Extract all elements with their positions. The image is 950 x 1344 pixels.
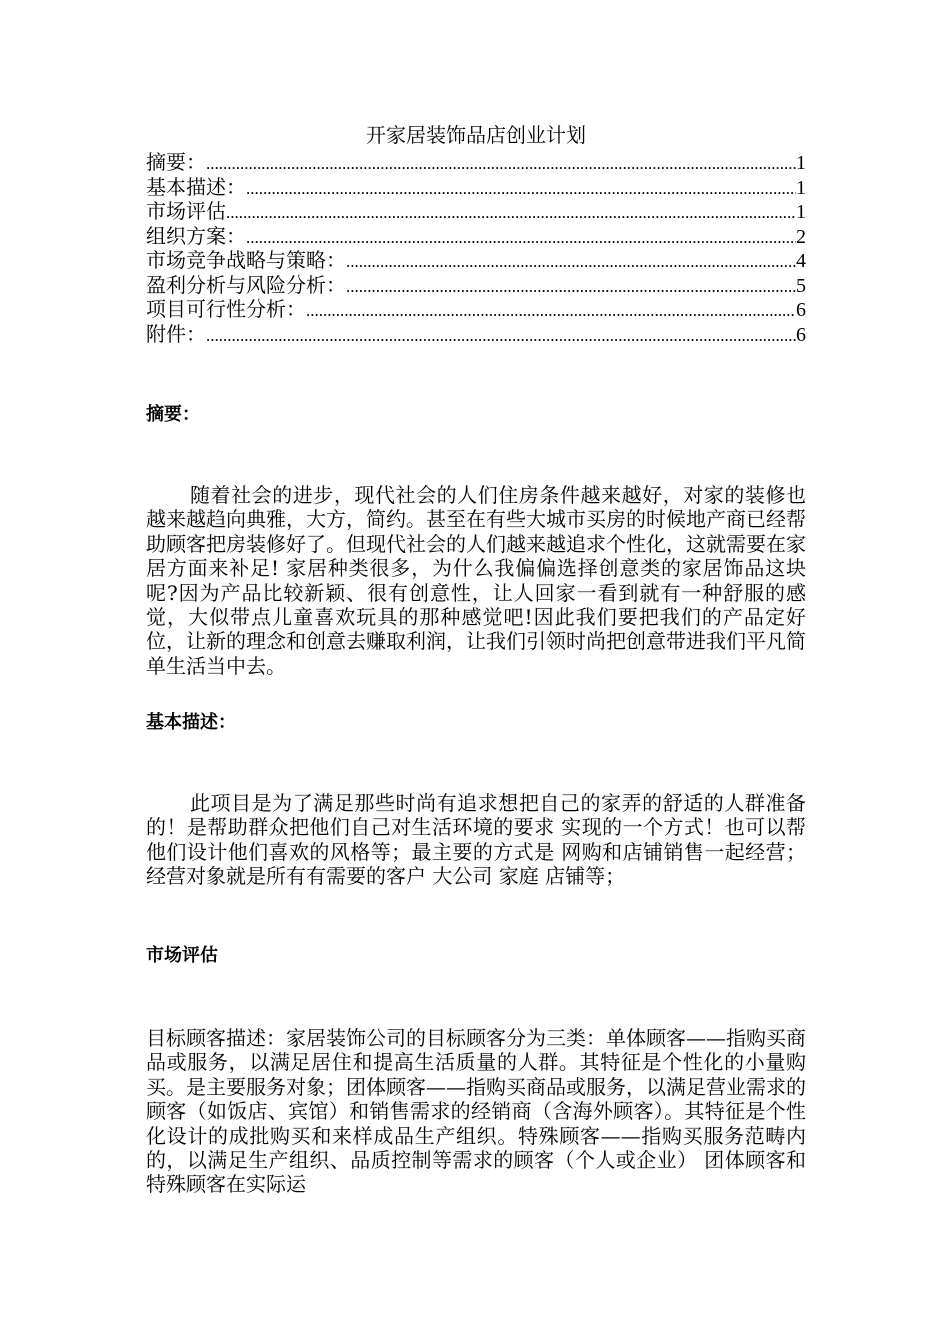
- toc-entry-label: 盈利分析与风险分析：: [146, 272, 346, 297]
- toc-entry-label: 摘要：: [146, 150, 206, 174]
- toc-entry-label: 项目可行性分析：: [146, 297, 306, 321]
- toc-entry-label: 附件：: [146, 321, 206, 346]
- toc-entry-label: 市场评估: [146, 199, 226, 223]
- toc-leader-dots: [346, 275, 796, 298]
- document-title: 开家居装饰品店创业计划: [366, 123, 586, 147]
- toc-entry[interactable]: [146, 150, 806, 175]
- toc-entry[interactable]: [146, 297, 806, 322]
- toc-entry-label: 基本描述：: [146, 174, 246, 199]
- toc-entry[interactable]: [146, 273, 806, 298]
- toc-leader-dots: [346, 250, 796, 273]
- toc-leader-dots: [206, 324, 796, 347]
- toc-entry-page: 6: [796, 323, 806, 346]
- summary-paragraph: 随着社会的进步，现代社会的人们住房条件越来越好，对家的装修也越来越趋向典雅，大方，简约。甚至在有些大城市买房的时候地产商已经帮助顾客把房装修好了。但现代社会的人们越来越追求个性化，这就需要在家居方面来补足! 家居种类很多，为什么我偏偏选择创意类的家居饰品这块呢?因为产品比较新颖、很有创意性，让人回家一看到就有一种舒服的感觉，大似带点儿童喜欢玩具的那种感觉吧!因此我们要把我们的产品定好位，让新的理念和创意去赚取利润，让我们引领时尚把创意带进我们平凡简单生活当中去。: [146, 483, 806, 678]
- basic-description-heading: 基本描述：: [146, 712, 236, 733]
- toc-leader-dots: [246, 226, 796, 249]
- toc-entry-page: 5: [796, 274, 806, 297]
- toc-leader-dots: [306, 299, 796, 322]
- market-assessment-heading: 市场评估: [146, 945, 218, 966]
- toc-leader-dots: [206, 152, 796, 175]
- table-of-contents: [146, 150, 806, 346]
- summary-heading: 摘要：: [146, 404, 200, 425]
- toc-leader-dots: [246, 177, 796, 200]
- toc-entry-page: 1: [796, 152, 806, 174]
- toc-entry[interactable]: [146, 175, 806, 200]
- toc-entry-label: 市场竞争战略与策略：: [146, 248, 346, 272]
- basic-description-paragraph: 此项目是为了满足那些时尚有追求想把自己的家弄的舒适的人群准备的！是帮助群众把他们自己对生活环境的要求 实现的一个方式！也可以帮他们设计他们喜欢的风格等；最主要的方式是 网购和店铺销售一起经营；经营对象就是所有有需要的客户 大公司 家庭 店铺等；: [146, 791, 806, 889]
- toc-entry[interactable]: [146, 224, 806, 249]
- toc-entry[interactable]: [146, 322, 806, 347]
- toc-entry-page: 4: [796, 250, 806, 272]
- toc-entry-page: 2: [796, 225, 806, 248]
- toc-entry-page: 6: [796, 299, 806, 321]
- document-page: [146, 122, 806, 1197]
- toc-entry[interactable]: [146, 248, 806, 273]
- toc-entry-page: 1: [796, 176, 806, 199]
- toc-leader-dots: [226, 201, 796, 224]
- market-assessment-paragraph: 目标顾客描述：家居装饰公司的目标顾客分为三类：单体顾客——指购买商品或服务，以满足居住和提高生活质量的人群。其特征是个性化的小量购买。是主要服务对象；团体顾客——指购买商品或服务，以满足营业需求的顾客（如饭店、宾馆）和销售需求的经销商（含海外顾客）。其特征是个性化设计的成批购买和来样成品生产组织。特殊顾客——指购买服务范畴内的，以满足生产组织、品质控制等需求的顾客（个人或企业） 团体顾客和特殊顾客在实际运: [146, 1026, 806, 1197]
- toc-entry-page: 1: [796, 201, 806, 223]
- toc-entry[interactable]: [146, 199, 806, 224]
- toc-entry-label: 组织方案：: [146, 223, 246, 248]
